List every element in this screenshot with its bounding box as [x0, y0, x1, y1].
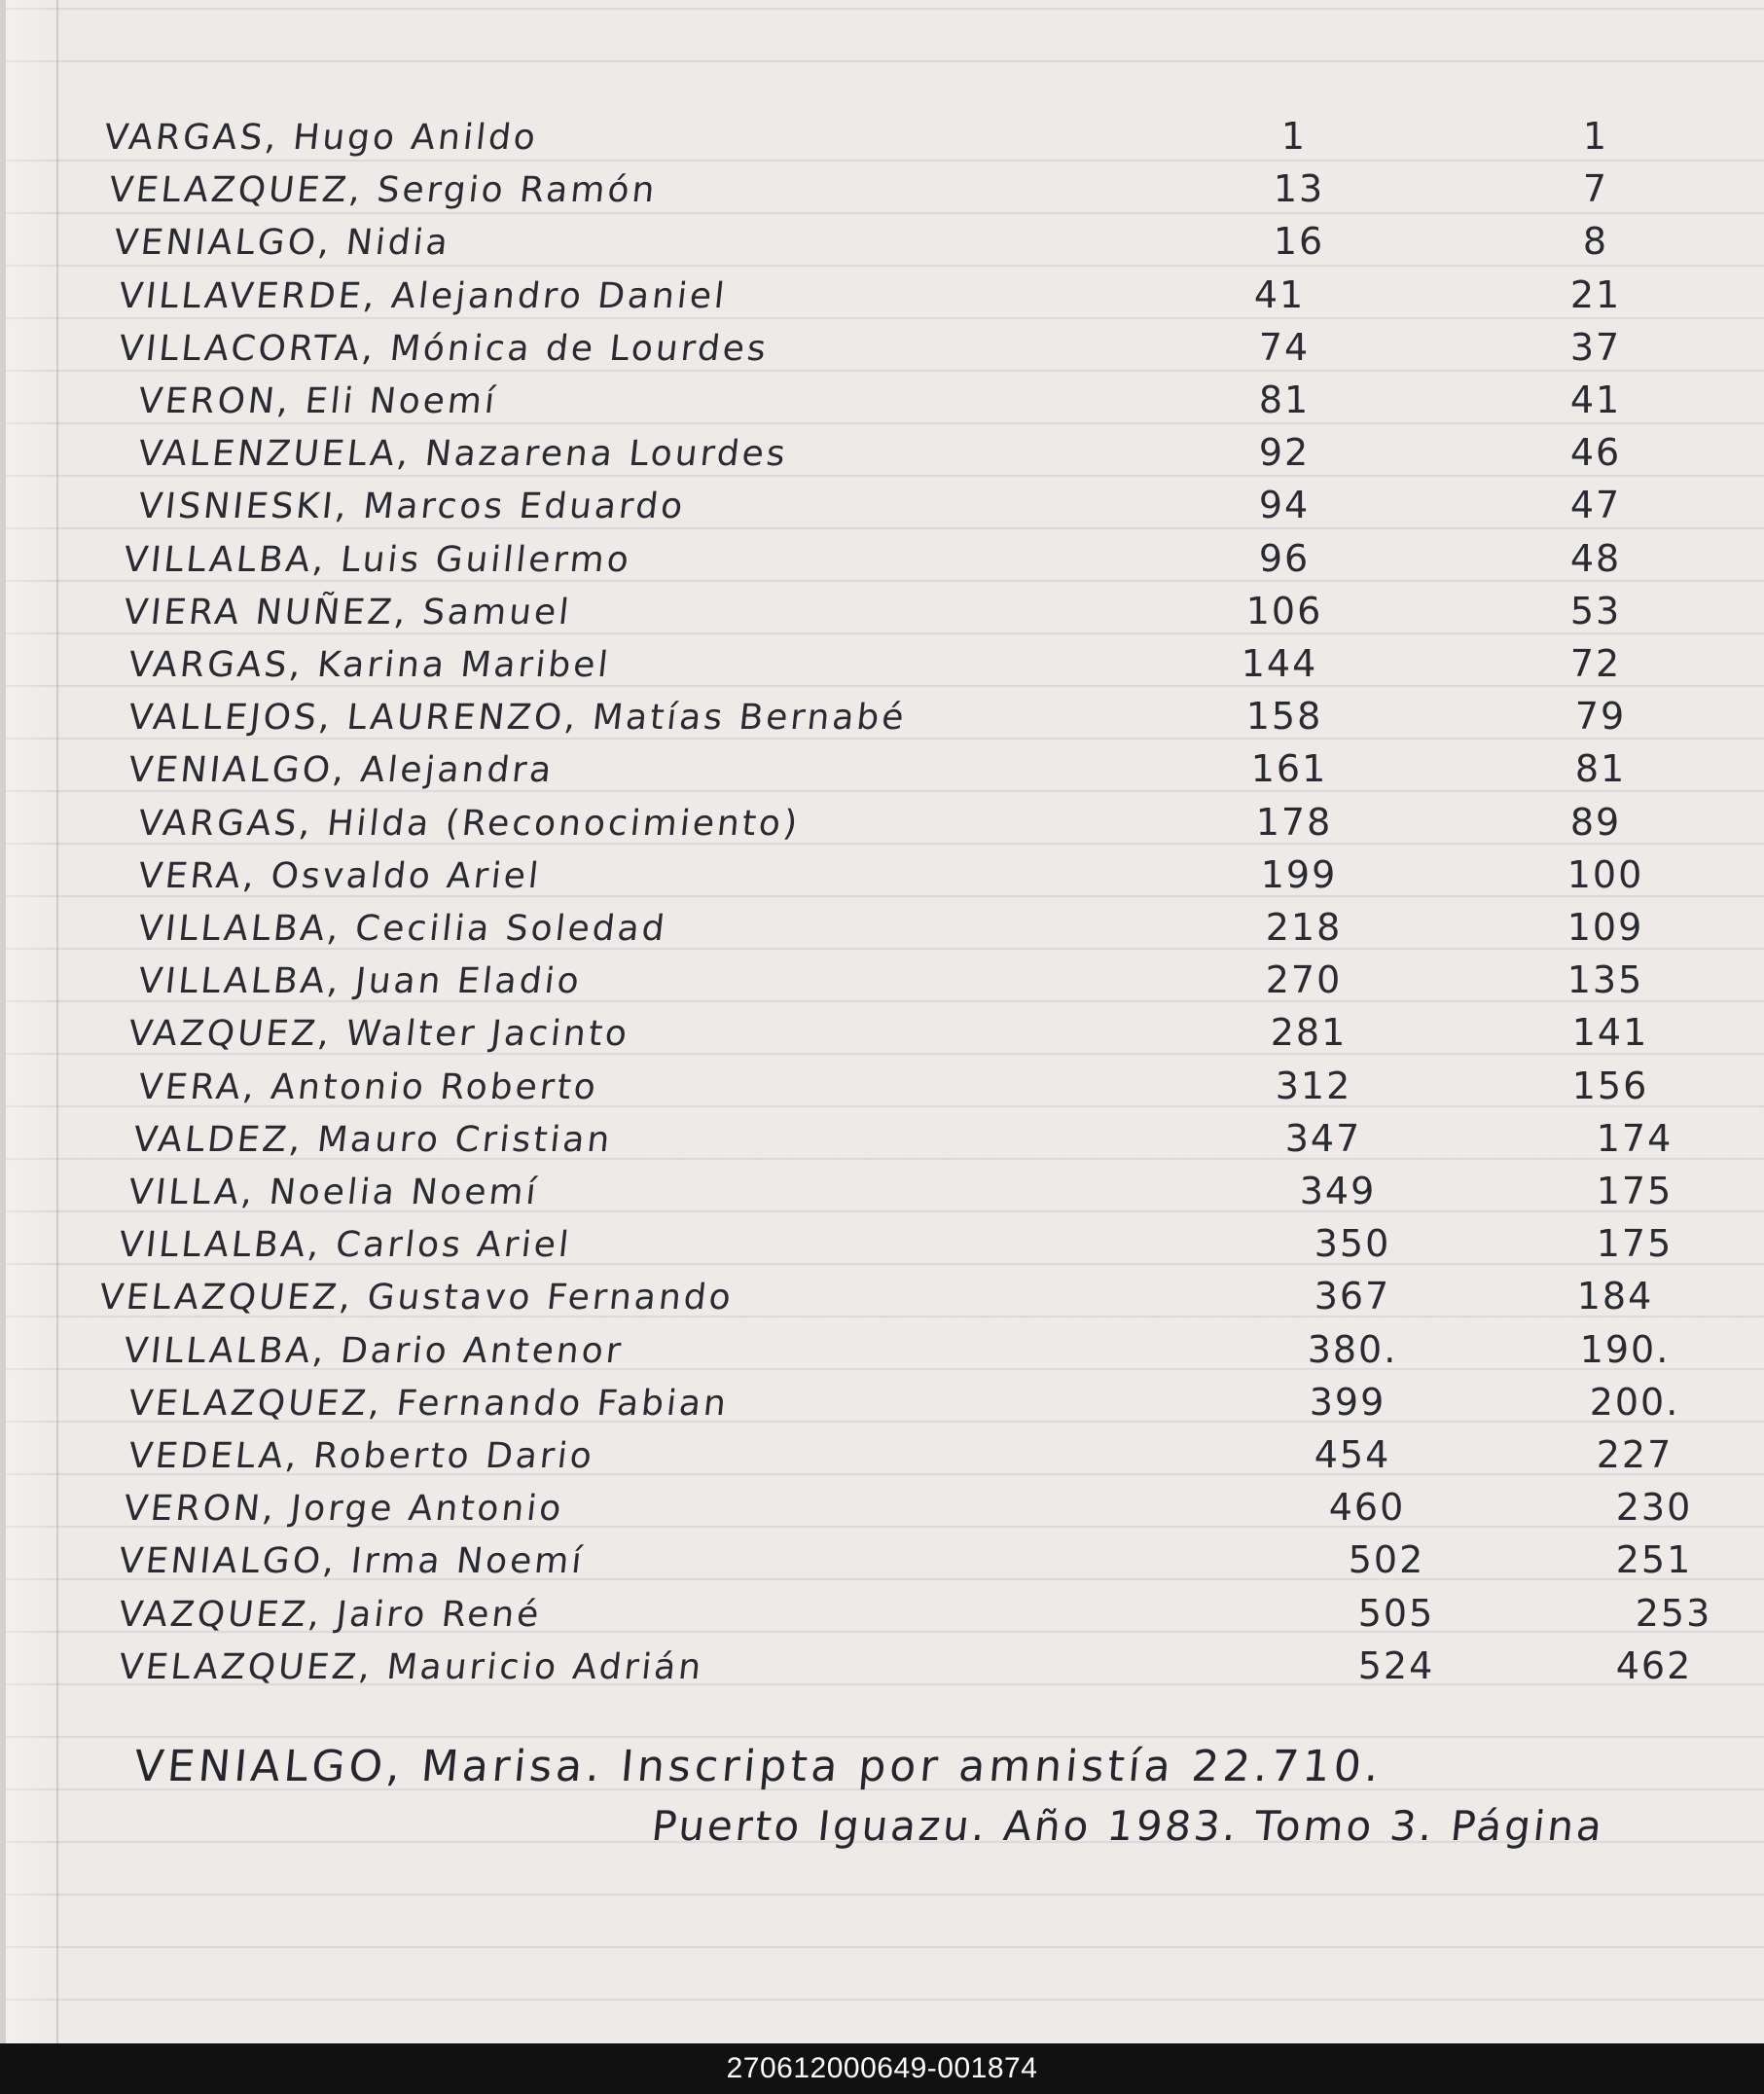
entry-number: 399	[1309, 1381, 1386, 1424]
entry-number: 178	[1255, 801, 1333, 844]
entry-name: VELAZQUEZ, Mauricio Adrián	[117, 1647, 706, 1687]
entry-row	[136, 373, 1712, 425]
entry-page-number: 81	[1574, 747, 1627, 790]
entry-row	[102, 109, 1712, 162]
entry-number: 460	[1328, 1486, 1406, 1529]
entry-page-number: 100	[1566, 853, 1644, 896]
entry-row	[117, 268, 1712, 320]
entry-name: VARGAS, Hilda (Reconocimiento)	[136, 804, 803, 844]
entry-row	[122, 531, 1712, 584]
entry-name: VISNIESKI, Marcos Eduardo	[136, 487, 688, 526]
entry-row	[117, 320, 1712, 373]
entry-number: 94	[1258, 484, 1311, 526]
entry-name: VELAZQUEZ, Fernando Fabian	[126, 1384, 732, 1424]
entry-page-number: 37	[1569, 326, 1622, 369]
entry-name: VERA, Antonio Roberto	[136, 1067, 600, 1107]
entry-number: 96	[1258, 537, 1311, 580]
entry-name: VALDEZ, Mauro Cristian	[131, 1120, 615, 1160]
entry-name: VILLALBA, Carlos Ariel	[117, 1225, 574, 1265]
entry-number: 74	[1258, 326, 1311, 369]
entry-number: 41	[1253, 273, 1306, 316]
entry-number: 502	[1348, 1538, 1425, 1581]
entry-row	[112, 214, 1712, 267]
entry-row	[126, 1375, 1712, 1427]
entry-page-number: 53	[1569, 590, 1622, 632]
entry-name: VEDELA, Roberto Dario	[126, 1436, 596, 1476]
entry-name: VELAZQUEZ, Gustavo Fernando	[97, 1278, 736, 1318]
entry-name: VERON, Jorge Antonio	[122, 1489, 566, 1529]
entry-name: VAZQUEZ, Walter Jacinto	[126, 1014, 632, 1054]
entry-row	[126, 1427, 1712, 1480]
entry-page-number: 175	[1596, 1222, 1674, 1265]
entry-row	[136, 953, 1712, 1005]
entry-row	[136, 425, 1712, 478]
entry-name: VALLEJOS, LAURENZO, Matías Bernabé	[126, 698, 909, 738]
entry-row	[131, 1111, 1712, 1164]
location-year-line: Puerto Iguazu. Año 1983. Tomo 3. Página	[649, 1802, 1607, 1850]
entry-page-number: 156	[1571, 1065, 1649, 1107]
entry-page-number: 72	[1569, 642, 1622, 685]
amnesty-note: VENIALGO, Marisa. Inscripta por amnistía 22.710.	[131, 1742, 1386, 1791]
entry-page-number: 7	[1582, 167, 1609, 210]
entry-name: VARGAS, Karina Maribel	[126, 645, 613, 685]
entry-page-number: 109	[1566, 906, 1644, 949]
footer-bar	[0, 2043, 1764, 2094]
entry-row	[97, 1269, 1712, 1321]
entry-name: VAZQUEZ, Jairo René	[117, 1595, 544, 1635]
entry-number: 281	[1270, 1011, 1348, 1054]
entry-row	[117, 1586, 1712, 1639]
entry-row	[126, 636, 1712, 689]
entry-name: VARGAS, Hugo Anildo	[102, 118, 541, 158]
entry-row	[107, 162, 1712, 214]
entry-page-number: 230	[1615, 1486, 1693, 1529]
entry-page-number: 227	[1596, 1433, 1674, 1476]
entry-number: 92	[1258, 431, 1311, 474]
entry-row	[117, 1533, 1712, 1585]
entry-page-number: 8	[1582, 220, 1609, 263]
entry-number: 505	[1357, 1592, 1435, 1635]
entry-number: 16	[1273, 220, 1325, 263]
entry-row	[122, 1480, 1712, 1533]
entry-number: 1	[1280, 115, 1308, 158]
entry-row	[122, 1322, 1712, 1375]
entry-number: 81	[1258, 379, 1311, 421]
entry-page-number: 184	[1576, 1275, 1654, 1318]
entry-number: 270	[1265, 958, 1343, 1001]
entry-row	[126, 741, 1712, 794]
entry-row	[126, 1164, 1712, 1216]
entry-page-number: 462	[1615, 1644, 1693, 1687]
entry-name: VENIALGO, Alejandra	[126, 750, 557, 790]
entry-name: VILLALBA, Luis Guillermo	[122, 540, 633, 580]
entry-number: 218	[1265, 906, 1343, 949]
entry-name: VILLA, Noelia Noemí	[126, 1173, 541, 1212]
entry-number: 347	[1284, 1117, 1362, 1160]
entry-page-number: 48	[1569, 537, 1622, 580]
entry-page-number: 200.	[1589, 1381, 1680, 1424]
entry-name: VILLALBA, Juan Eladio	[136, 961, 584, 1001]
entry-row	[136, 848, 1712, 900]
entry-page-number: 251	[1615, 1538, 1693, 1581]
entry-number: 144	[1241, 642, 1318, 685]
entry-number: 106	[1245, 590, 1323, 632]
entry-page-number: 253	[1635, 1592, 1712, 1635]
entry-name: VILLAVERDE, Alejandro Daniel	[117, 276, 730, 316]
entry-page-number: 89	[1569, 801, 1622, 844]
entry-row	[122, 584, 1712, 636]
entry-number: 367	[1314, 1275, 1391, 1318]
entry-row	[136, 795, 1712, 848]
entry-page-number: 141	[1571, 1011, 1649, 1054]
entry-page-number: 190.	[1579, 1328, 1671, 1371]
entry-number: 158	[1245, 695, 1323, 738]
entry-page-number: 1	[1582, 115, 1609, 158]
entry-name: VENIALGO, Irma Noemí	[117, 1541, 587, 1581]
entry-name: VILLALBA, Dario Antenor	[122, 1331, 626, 1371]
entry-page-number: 174	[1596, 1117, 1674, 1160]
entry-page-number: 41	[1569, 379, 1622, 421]
document-id: 270612000649-001874	[726, 2052, 1038, 2084]
entry-row	[136, 478, 1712, 530]
entry-row	[117, 1216, 1712, 1269]
entry-row	[126, 689, 1712, 741]
entry-page-number: 175	[1596, 1170, 1674, 1212]
entry-page-number: 47	[1569, 484, 1622, 526]
entry-page-number: 46	[1569, 431, 1622, 474]
entry-name: VIERA NUÑEZ, Samuel	[122, 593, 574, 632]
entry-name: VERON, Eli Noemí	[136, 381, 500, 421]
entry-name: VILLACORTA, Mónica de Lourdes	[117, 329, 771, 369]
entry-number: 161	[1250, 747, 1328, 790]
entry-row	[126, 1005, 1712, 1058]
entry-number: 454	[1314, 1433, 1391, 1476]
entry-number: 349	[1299, 1170, 1377, 1212]
entry-name: VENIALGO, Nidia	[112, 223, 452, 263]
entry-number: 312	[1275, 1065, 1352, 1107]
entry-number: 524	[1357, 1644, 1435, 1687]
entry-number: 13	[1273, 167, 1325, 210]
entry-page-number: 21	[1569, 273, 1622, 316]
entry-name: VALENZUELA, Nazarena Lourdes	[136, 434, 790, 474]
entry-name: VELAZQUEZ, Sergio Ramón	[107, 170, 660, 210]
entry-number: 199	[1260, 853, 1338, 896]
entry-row	[136, 1059, 1712, 1111]
entry-number: 380.	[1307, 1328, 1398, 1371]
entry-page-number: 79	[1574, 695, 1627, 738]
entry-page-number: 135	[1566, 958, 1644, 1001]
entry-name: VILLALBA, Cecilia Soledad	[136, 909, 669, 949]
entry-row	[117, 1639, 1712, 1691]
entry-name: VERA, Osvaldo Ariel	[136, 856, 544, 896]
entry-number: 350	[1314, 1222, 1391, 1265]
entry-row	[136, 900, 1712, 953]
